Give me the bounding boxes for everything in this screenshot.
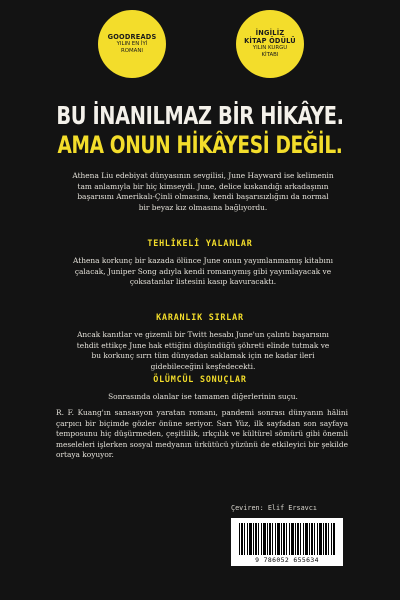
review-paragraph: R. F. Kuang'ın sansasyon yaratan romanı, pandemi sonrası dünyanın hâlini çarpıcı bir biçimde gözler önüne seriyor. Sarı Yüz, ilk sayfadan son sayfaya temposunu hiç düşürmeden, çeşitlilik, ırkçılık ve kültürel sömürü gibi önemli meseleleri işlerken sosyal medyanın ürkütücü yüzünü de etkileyici bir şekilde ortaya koyuyor. [56,408,348,460]
british-book-award-badge [236,10,304,78]
translator-credit: Çeviren: Elif Ersavcı [231,504,317,512]
badge-line: YILIN KURGU [252,45,288,52]
blurb-section-2: Ancak kanıtlar ve gizemli bir Twitt hesabı June'un çalıntı başarısını tehdit ettikçe June hak ettiğini düşündüğü şöhreti elinde tutmak ve bu korkunç sırrı tüm dünyadan saklamak için ne kadar ileri gidebileceğini keşfedecekti. [76,330,330,371]
badge-title: İNGİLİZ [255,29,285,38]
subheading-dark-secrets: KARANLIK SIRLAR [156,312,244,322]
badge-title: KİTAP ÖDÜLÜ [244,37,296,46]
badge-line: YILIN EN İYİ [116,41,148,48]
isbn-number: 9 786052 655634 [255,556,319,564]
blurb-section-3: Sonrasında olanlar ise tamamen diğerlerinin suçu. [108,392,298,401]
badge-line: ROMANI [121,48,143,55]
blurb-intro: Athena Liu edebiyat dünyasının sevgilisi, June Hayward ise kelimenin tam anlamıyla bir hiç kimseydi. June, delice kıskandığı arkadaşının başarısını Amerikalı-Çinli olmasına, kendi başarısızlığını da normal bir beyaz kız olmasına bağlıyordu. [72,171,334,212]
blurb-section-1: Athena korkunç bir kazada ölünce June onun yayımlanmamış kitabını çalacak, Juniper Song adıyla kendi romanıymış gibi yayımlayacak ve çoksatanlar listesini kasıp kavuracaktı. [73,256,333,287]
subheading-dangerous-lies: TEHLİKELİ YALANLAR [147,238,253,248]
goodreads-award-badge [98,10,166,78]
subheading-deadly-consequences: ÖLÜMCÜL SONUÇLAR [153,374,247,384]
isbn-barcode [231,518,343,566]
headline-line-2: AMA ONUN HİKÂYESİ DEĞİL. [57,131,343,159]
barcode-bars [239,523,335,555]
badge-title: GOODREADS [107,33,157,42]
badge-line: KİTABI [261,52,279,59]
headline-line-1: BU İNANILMAZ BİR HİKÂYE. [56,101,344,130]
